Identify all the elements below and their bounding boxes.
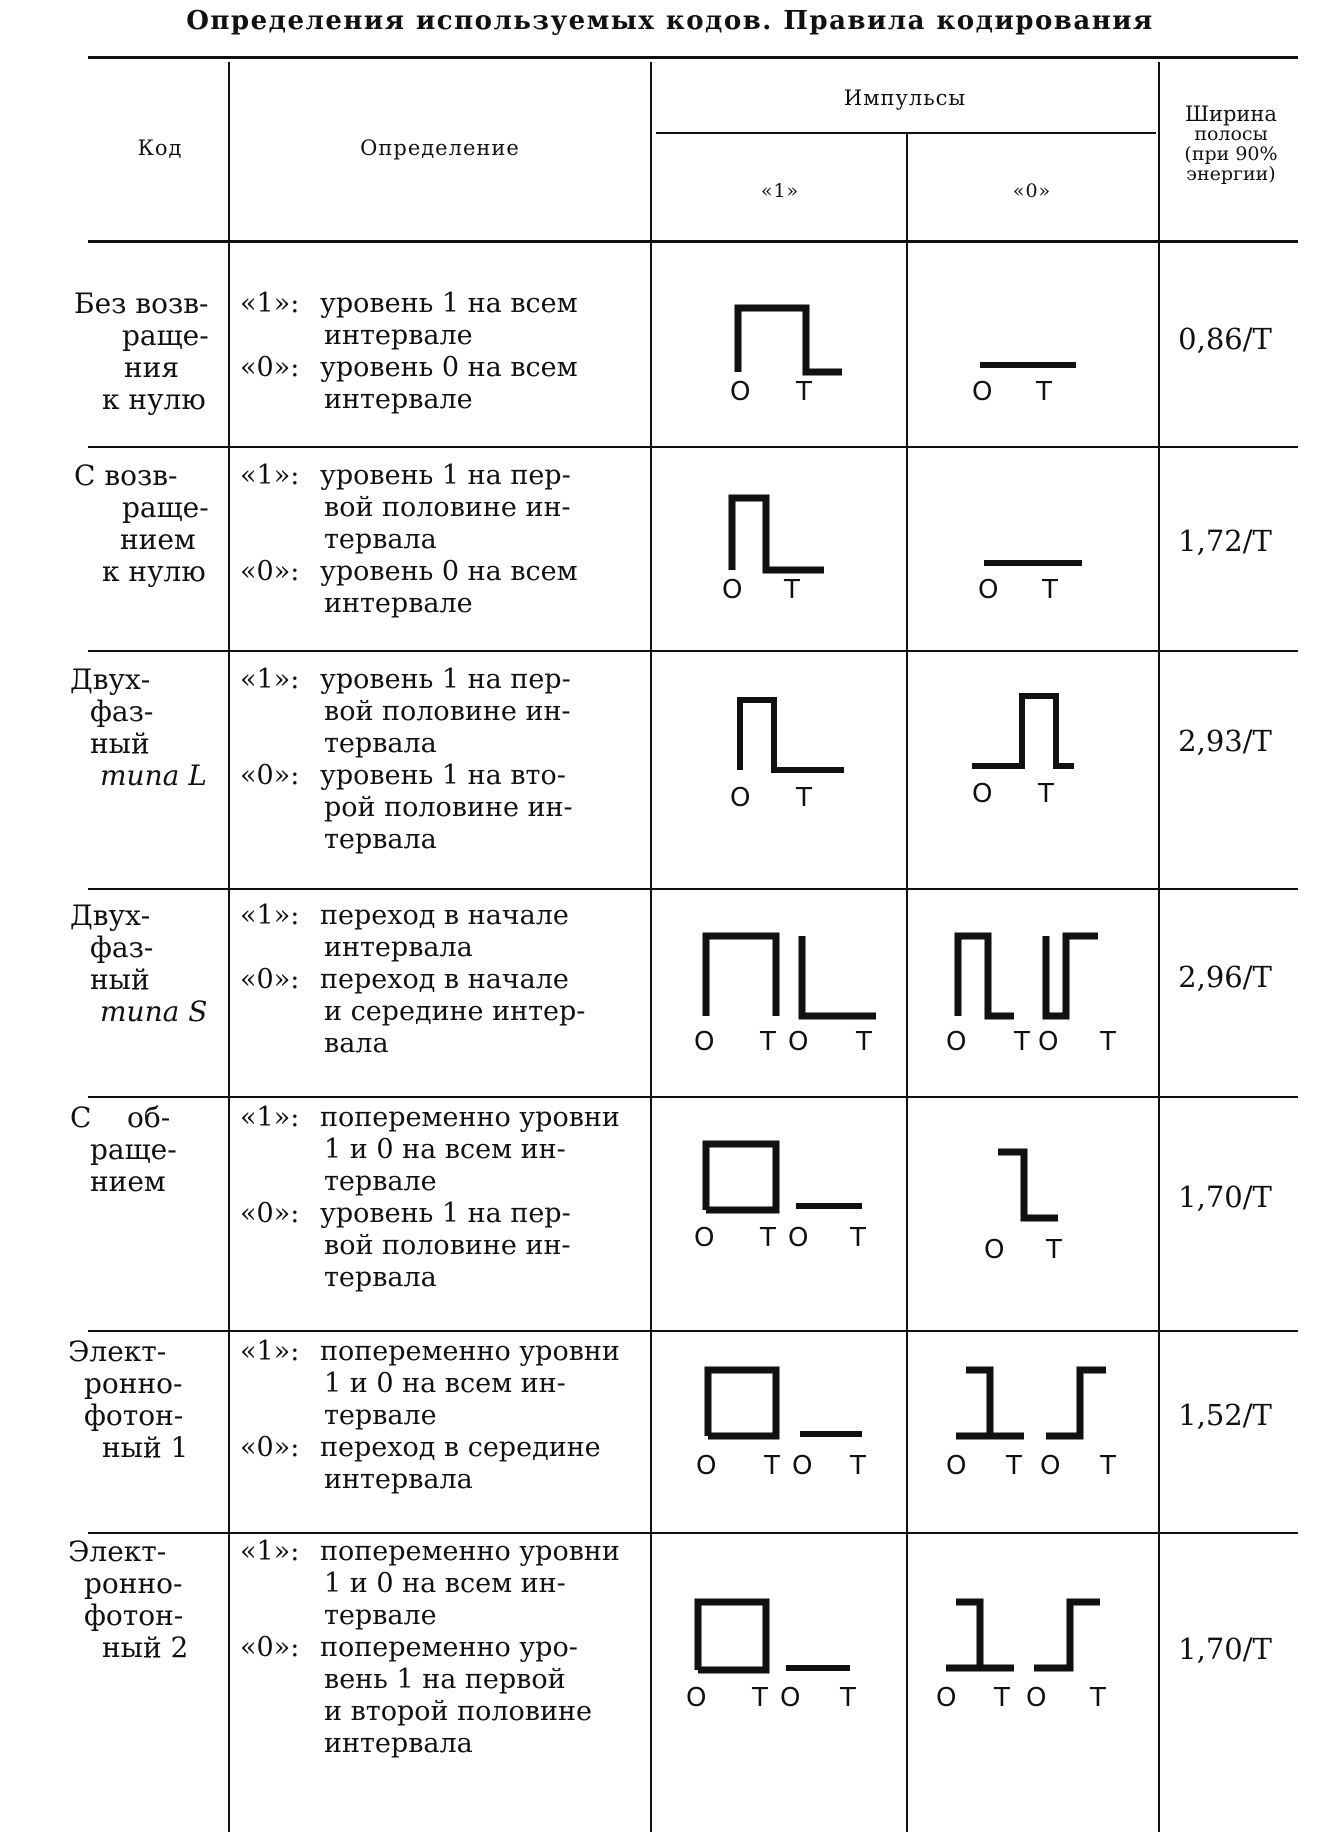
definition-label: «1»: [240,664,300,695]
axis-label-start: O [1026,1683,1047,1713]
pulse-diagram-one [690,1130,900,1270]
row-rule [88,1330,1298,1332]
definition-text: уровень 0 на всем [320,352,578,383]
axis-label-end: T [796,377,812,407]
definition-text: и середине интер- [324,996,586,1027]
axis-label-end: T [1036,377,1052,407]
definition-text: уровень 1 на пер- [320,664,571,695]
axis-label-end: T [1006,1451,1022,1481]
pulse-diagram-zero [940,1352,1150,1492]
code-line: ращe- [122,319,209,352]
pulse-waveform [706,1144,776,1210]
definition-label: «0»: [240,760,300,791]
bandwidth-value: 1,70/T [1178,1180,1272,1214]
axis-label-start: O [946,1451,967,1481]
definition-text: попеременно уровни [320,1102,620,1133]
axis-label-end: T [760,1027,776,1057]
definition-text: интервала [324,1728,473,1759]
code-name [70,664,230,792]
axis-label-start: O [696,1451,717,1481]
axis-label-start: O [730,783,751,813]
definition-text: вой половине ин- [324,1230,571,1261]
definition-label: «0»: [240,1432,300,1463]
definition-label: «0»: [240,352,300,383]
header-bandwidth [1164,104,1298,184]
code-line: С возв- [74,459,178,492]
definition-text: тервала [324,824,437,855]
definition-text: вала [324,1028,389,1059]
header-pulses: Импульсы [843,86,967,110]
bandwidth-value: 1,70/T [1178,1632,1272,1666]
definition [240,900,640,1060]
definition-text: тервале [324,1166,437,1197]
pulse-diagram-one [690,1352,900,1492]
definition-label: «1»: [240,900,300,931]
pulse-waveform [958,936,1014,1016]
code-line: ращe- [90,1133,177,1166]
axis-label-end: T [1100,1451,1116,1481]
pulse-diagram-zero [940,916,1150,1056]
definition-text: переход в начале [320,964,569,995]
header-bandwidth-line: энергии) [1186,163,1276,185]
header-definition: Определение [360,136,520,160]
code-name [70,900,230,1028]
axis-label-start: O [788,1027,809,1057]
axis-label-start: O [694,1223,715,1253]
definition-text: уровень 0 на всем [320,556,578,587]
table-top-rule [88,56,1298,59]
code-line: ный [90,963,150,996]
definition-text: 1 и 0 на всем ин- [324,1368,566,1399]
code-line: фаз- [90,931,154,964]
pulse-waveform [706,936,776,1016]
header-bottom-rule [88,240,1298,243]
code-name [68,1536,228,1664]
axis-label-end: T [1090,1683,1106,1713]
definition-text: интервала [324,932,473,963]
code-name [74,288,234,416]
pulse-waveform [698,1602,766,1670]
pulse-waveform [1034,1602,1100,1668]
bandwidth-value: 0,86/T [1178,322,1272,356]
code-name [74,460,234,588]
definition-label: «1»: [240,460,300,491]
code-line: С об- [70,1101,171,1134]
bandwidth-value: 1,72/T [1178,524,1272,558]
definition-label: «1»: [240,1102,300,1133]
pulse-waveform [956,1370,1024,1436]
axis-label-start: O [1040,1451,1061,1481]
definition-text: тервале [324,1600,437,1631]
definition-text: и второй половине [324,1696,592,1727]
definition [240,1336,640,1496]
header-bandwidth-line: Ширина [1185,102,1277,126]
bandwidth-value: 1,52/T [1178,1398,1272,1432]
header-bandwidth-line: (при 90% [1184,143,1278,165]
definition-text: вень 1 на первой [324,1664,566,1695]
definition-label: «0»: [240,556,300,587]
axis-label-start: O [936,1683,957,1713]
definition-label: «0»: [240,1198,300,1229]
definition-text: 1 и 0 на всем ин- [324,1568,566,1599]
header-bandwidth-line: полосы [1194,123,1268,145]
definition [240,1102,640,1294]
pulse-waveform [732,498,824,570]
axis-label-end: T [850,1223,866,1253]
pulse-diagram-one [690,916,900,1056]
code-line: к нулю [102,555,206,588]
row-rule [88,888,1298,890]
header-pulse-zero: «0» [1012,180,1052,202]
row-rule [88,1532,1298,1534]
definition-label: «1»: [240,288,300,319]
definition-text: вой половине ин- [324,696,571,727]
header-pulse-one: «1» [760,180,800,202]
axis-label-start: O [730,377,751,407]
pulse-waveform [998,1152,1058,1218]
axis-label-end: T [840,1683,856,1713]
header-code: Код [137,136,183,160]
definition-text: вой половине ин- [324,492,571,523]
column-rule [650,62,652,1832]
axis-label-end: T [764,1451,780,1481]
definition-text: попеременно уро- [320,1632,578,1663]
code-line: ронно- [84,1367,183,1400]
pulse-waveform [972,696,1074,766]
definition [240,664,640,856]
code-name [70,1102,230,1198]
pulse-diagram-one [700,480,860,610]
row-rule [88,650,1298,652]
code-line: Элект- [68,1335,167,1368]
axis-label-start: O [972,779,993,809]
axis-label-start: O [694,1027,715,1057]
definition-text: попеременно уровни [320,1336,620,1367]
axis-label-start: O [792,1451,813,1481]
definition-text: уровень 1 на всем [320,288,578,319]
code-line: к нулю [102,383,206,416]
pulse-waveform [740,700,844,770]
definition-text: интервале [324,384,473,415]
code-line: типа L [100,759,207,792]
axis-label-start: O [1038,1027,1059,1057]
code-line: типа S [100,995,208,1028]
axis-label-end: T [796,783,812,813]
pulse-diagram-zero [950,480,1110,610]
axis-label-start: O [722,575,743,605]
code-line: ращe- [122,491,209,524]
code-line: нием [120,523,196,556]
definition-text: рой половине ин- [324,792,573,823]
axis-label-start: O [972,377,993,407]
definition [240,460,640,620]
code-line: ронно- [84,1567,183,1600]
definition-text: тервала [324,1262,437,1293]
definition [240,1536,640,1760]
axis-label-end: T [1100,1027,1116,1057]
axis-label-end: T [1038,779,1054,809]
pulse-waveform [946,1602,1014,1668]
pulse-waveform [1046,936,1098,1016]
row-rule [88,1096,1298,1098]
code-line: ный 1 [102,1431,189,1464]
code-line: ния [124,351,179,384]
code-line: Элект- [68,1535,167,1568]
code-line: Двух- [70,899,151,932]
pulse-diagram-zero [930,1584,1140,1724]
code-line: Без возв- [74,287,209,320]
axis-label-start: O [686,1683,707,1713]
code-line: ный [90,727,150,760]
definition-text: интервале [324,320,473,351]
axis-label-end: T [784,575,800,605]
definition-text: уровень 1 на пер- [320,1198,571,1229]
pulse-waveform [802,936,876,1016]
pulse-diagram-zero [950,1130,1110,1270]
code-line: нием [90,1165,166,1198]
axis-label-end: T [752,1683,768,1713]
code-line: фаз- [90,695,154,728]
pulse-waveform [738,308,842,372]
pulse-diagram-zero [950,680,1110,820]
definition-text: уровень 1 на вто- [320,760,566,791]
definition-text: интервале [324,588,473,619]
pulse-diagram-one [700,680,860,820]
bandwidth-value: 2,93/T [1178,724,1272,758]
code-line: фотон- [84,1399,184,1432]
pulse-diagram-one [680,1584,890,1724]
code-name [68,1336,228,1464]
definition-label: «0»: [240,964,300,995]
axis-label-start: O [984,1235,1005,1265]
definition-label: «1»: [240,1336,300,1367]
pulse-diagram-one [700,290,860,410]
axis-label-start: O [978,575,999,605]
definition-text: уровень 1 на пер- [320,460,571,491]
definition-text: переход в середине [320,1432,601,1463]
axis-label-end: T [1014,1027,1030,1057]
axis-label-start: O [780,1683,801,1713]
axis-label-end: T [1046,1235,1062,1265]
axis-label-end: T [760,1223,776,1253]
definition-label: «0»: [240,1632,300,1663]
definition [240,288,640,416]
definition-label: «1»: [240,1536,300,1567]
definition-text: тервале [324,1400,437,1431]
code-line: фотон- [84,1599,184,1632]
page-title: Определения используемых кодов. Правила кодирования [186,6,1154,36]
row-rule [88,446,1298,448]
pulse-waveform [1046,1370,1106,1436]
definition-text: попеременно уровни [320,1536,620,1567]
bandwidth-value: 2,96/T [1178,960,1272,994]
definition-text: интервала [324,1464,473,1495]
definition-text: тервала [324,524,437,555]
definition-text: тервала [324,728,437,759]
axis-label-start: O [946,1027,967,1057]
axis-label-end: T [994,1683,1010,1713]
code-line: Двух- [70,663,151,696]
definition-text: 1 и 0 на всем ин- [324,1134,566,1165]
pulse-diagram-zero [950,290,1110,410]
axis-label-end: T [856,1027,872,1057]
axis-label-end: T [1042,575,1058,605]
axis-label-start: O [788,1223,809,1253]
pulse-waveform [708,1370,776,1436]
code-line: ный 2 [102,1631,189,1664]
definition-text: переход в начале [320,900,569,931]
axis-label-end: T [850,1451,866,1481]
column-rule [906,134,908,1832]
